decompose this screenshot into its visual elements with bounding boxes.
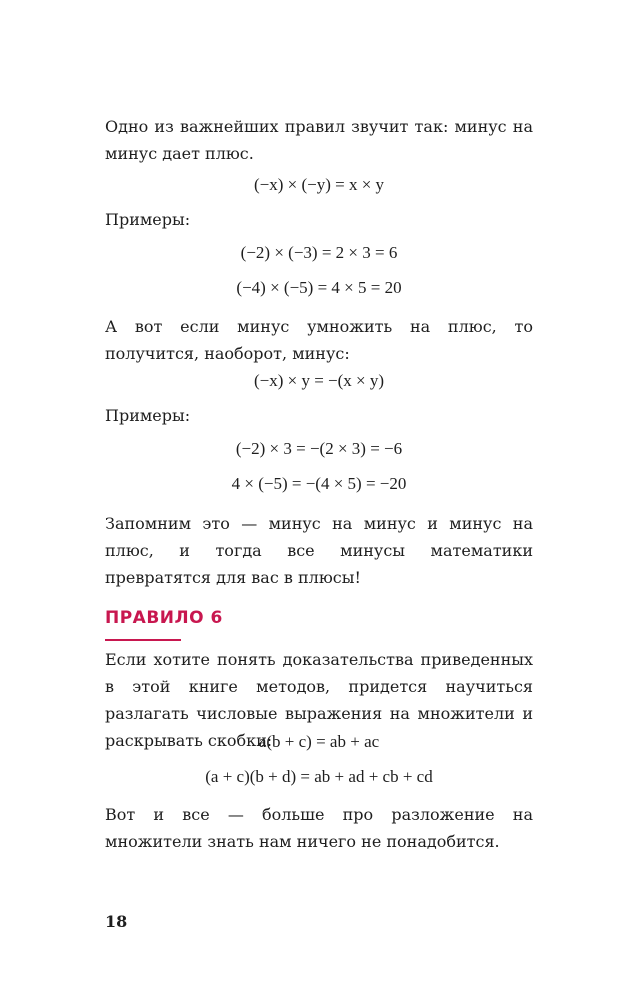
formula-neg-x-times-neg-y <box>105 173 533 198</box>
formula-text: (−x) × (−y) = x × y <box>253 175 385 194</box>
page-number: 18 <box>105 912 128 931</box>
paragraph-examples-2: Примеры: <box>105 406 191 425</box>
formula-text: (a + c)(b + d) = ab + ad + cb + cd <box>205 767 433 786</box>
formula-example-4 <box>105 472 533 497</box>
formula-text: (−4) × (−5) = 4 × 5 = 20 <box>236 278 402 297</box>
formula-distributive <box>105 730 533 755</box>
formula-text: (−2) × 3 = −(2 × 3) = −6 <box>235 439 403 458</box>
book-page <box>105 0 533 1000</box>
formula-example-1 <box>105 241 533 266</box>
formula-text: (−x) × y = −(x × y) <box>253 371 385 390</box>
formula-text: (−2) × (−3) = 2 × 3 = 6 <box>240 243 398 262</box>
paragraph-minus-times-plus: А вот если минус умножить на плюс, то получится, наоборот, минус: <box>105 317 533 363</box>
paragraph-factoring-intro: Если хотите понять доказательства приведенных в этой книге методов, придется научиться разлагать числовые выражения на множители и раскрывать скобки: <box>105 650 533 750</box>
formula-example-3 <box>105 437 533 462</box>
section-heading-rule-6: ПРАВИЛО 6 <box>105 608 223 628</box>
formula-example-2 <box>105 276 533 301</box>
paragraph-conclusion: Вот и все — больше про разложение на множители знать нам ничего не понадобится. <box>105 805 533 851</box>
heading-underline <box>105 639 181 641</box>
formula-text: 4 × (−5) = −(4 × 5) = −20 <box>231 474 407 493</box>
paragraph-remember: Запомним это — минус на минус и минус на плюс, и тогда все минусы математики превратятся для вас в плюсы! <box>105 514 533 587</box>
formula-neg-x-times-y <box>105 369 533 394</box>
formula-binomial-product <box>105 765 533 790</box>
paragraph-minus-times-minus: Одно из важнейших правил звучит так: минус на минус дает плюс. <box>105 117 533 163</box>
formula-text: a(b + c) = ab + ac <box>258 732 380 751</box>
paragraph-examples-1: Примеры: <box>105 210 191 229</box>
